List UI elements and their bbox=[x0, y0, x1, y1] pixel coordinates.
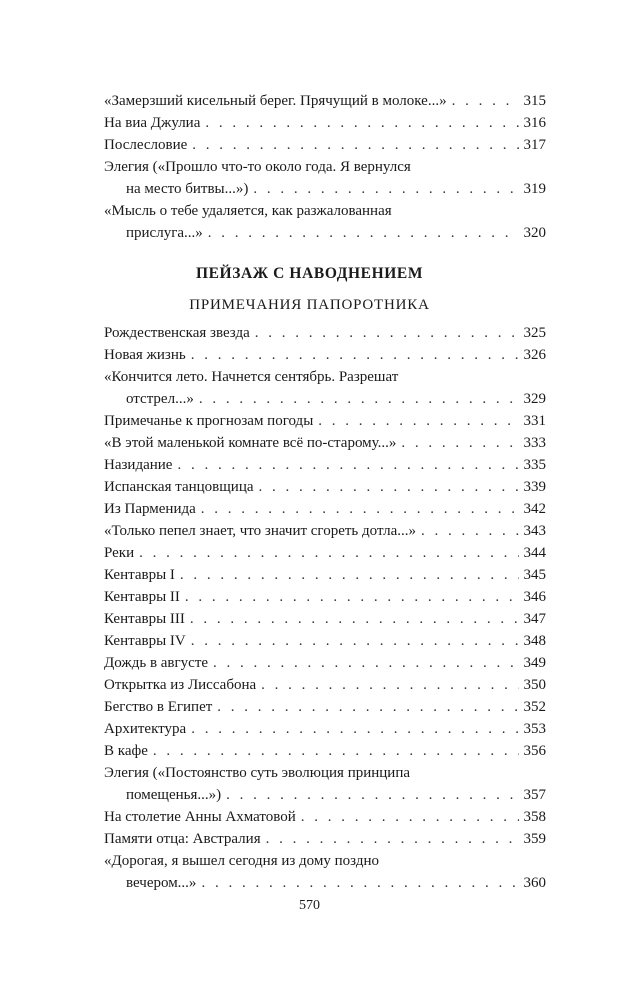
toc-entry-title: на место битвы...») bbox=[126, 181, 249, 197]
dot-leader bbox=[191, 344, 519, 366]
toc-entry bbox=[104, 564, 546, 586]
toc-entry-title: Кентавры I bbox=[104, 567, 175, 583]
toc-entry bbox=[104, 322, 546, 344]
toc-entry-page: 345 bbox=[523, 567, 546, 583]
toc-entry bbox=[104, 718, 546, 740]
toc-entry-line bbox=[104, 454, 546, 476]
toc-entry bbox=[104, 586, 546, 608]
dot-leader bbox=[153, 740, 519, 762]
toc-entry-line bbox=[104, 652, 546, 674]
toc-entry bbox=[104, 520, 546, 542]
dot-leader bbox=[253, 178, 518, 200]
toc-entry-line bbox=[104, 674, 546, 696]
toc-entry bbox=[104, 476, 546, 498]
toc-entry-title: прислуга...» bbox=[126, 225, 203, 241]
toc-entry-line bbox=[104, 410, 546, 432]
dot-leader bbox=[208, 222, 519, 244]
dot-leader bbox=[199, 388, 519, 410]
toc-entry-title: Новая жизнь bbox=[104, 347, 186, 363]
toc-entry bbox=[104, 90, 546, 112]
toc-entry-line bbox=[104, 432, 546, 454]
toc-entry-page: 346 bbox=[523, 589, 546, 605]
toc-entry-page: 326 bbox=[523, 347, 546, 363]
dot-leader bbox=[261, 674, 518, 696]
dot-leader bbox=[180, 564, 519, 586]
dot-leader bbox=[255, 322, 519, 344]
toc-entry-page: 359 bbox=[523, 831, 546, 847]
toc-entry-title-line: «Кончится лето. Начнется сентябрь. Разрешат bbox=[104, 369, 399, 385]
toc-entry-title: Архитектура bbox=[104, 721, 187, 737]
toc-entry bbox=[104, 498, 546, 520]
dot-leader bbox=[177, 454, 518, 476]
toc-entry bbox=[104, 696, 546, 718]
dot-leader bbox=[226, 784, 518, 806]
toc-entry bbox=[104, 366, 546, 410]
toc-entry-page: 356 bbox=[523, 743, 546, 759]
toc-entry-title-line: «Мысль о тебе удаляется, как разжалованная bbox=[104, 203, 392, 219]
toc-entry-line bbox=[104, 344, 546, 366]
toc-entry bbox=[104, 432, 546, 454]
dot-leader bbox=[213, 652, 518, 674]
toc-entry-line bbox=[104, 630, 546, 652]
section-title: ПЕЙЗАЖ С НАВОДНЕНИЕМ bbox=[195, 265, 424, 282]
dot-leader bbox=[301, 806, 519, 828]
toc-entry-line bbox=[104, 564, 546, 586]
toc-entry-page: 339 bbox=[523, 479, 546, 495]
dot-leader bbox=[190, 608, 519, 630]
dot-leader bbox=[318, 410, 518, 432]
toc-entry-title: Кентавры III bbox=[104, 611, 185, 627]
dot-leader bbox=[201, 872, 518, 894]
dot-leader bbox=[452, 90, 519, 112]
toc-entry bbox=[104, 410, 546, 432]
toc-entry-line bbox=[104, 322, 546, 344]
section-subtitle: ПРИМЕЧАНИЯ ПАПОРОТНИКА bbox=[189, 297, 430, 313]
toc-entry bbox=[104, 740, 546, 762]
toc-entry-page: 343 bbox=[523, 523, 546, 539]
toc-entry-line bbox=[104, 134, 546, 156]
toc-list-top bbox=[104, 90, 546, 244]
toc-entry-line bbox=[104, 498, 546, 520]
toc-entry-title: Бегство в Египет bbox=[104, 699, 213, 715]
toc-entry-title: На виа Джулиа bbox=[104, 115, 201, 131]
toc-entry-page: 353 bbox=[523, 721, 546, 737]
toc-entry-page: 360 bbox=[523, 875, 546, 891]
toc-entry bbox=[104, 806, 546, 828]
toc-entry-page: 352 bbox=[523, 699, 546, 715]
toc-entry-title: Испанская танцовщица bbox=[104, 479, 254, 495]
toc-entry-title: Послесловие bbox=[104, 137, 188, 153]
toc-entry-page: 333 bbox=[523, 435, 546, 451]
toc-entry bbox=[104, 762, 546, 806]
toc-entry-line bbox=[104, 222, 546, 244]
toc-entry bbox=[104, 454, 546, 476]
toc-entry-title: Кентавры IV bbox=[104, 633, 186, 649]
toc-entry-page: 329 bbox=[523, 391, 546, 407]
toc-entry-line bbox=[104, 476, 546, 498]
toc-entry-line bbox=[104, 740, 546, 762]
toc-entry-title: Рождественская звезда bbox=[104, 325, 250, 341]
toc-entry-page: 349 bbox=[523, 655, 546, 671]
toc-entry-title: Кентавры II bbox=[104, 589, 180, 605]
toc-entry-line bbox=[104, 872, 546, 894]
toc-entry-line bbox=[104, 388, 546, 410]
toc-entry-line bbox=[104, 178, 546, 200]
toc-entry-page: 315 bbox=[523, 93, 546, 109]
dot-leader bbox=[192, 134, 518, 156]
toc-entry-title-line: Элегия («Постоянство суть эволюция принципа bbox=[104, 765, 411, 781]
toc-entry-page: 342 bbox=[523, 501, 546, 517]
toc-entry-page: 344 bbox=[523, 545, 546, 561]
toc-entry-line bbox=[104, 696, 546, 718]
dot-leader bbox=[191, 718, 518, 740]
toc-entry-page: 335 bbox=[523, 457, 546, 473]
toc-entry bbox=[104, 652, 546, 674]
dot-leader bbox=[259, 476, 519, 498]
toc-entry-page: 331 bbox=[523, 413, 546, 429]
toc-entry-title: Реки bbox=[104, 545, 135, 561]
toc-entry-title: отстрел...» bbox=[126, 391, 194, 407]
toc-entry-page: 320 bbox=[523, 225, 546, 241]
toc-entry-title: «Замерзший кисельный берег. Прячущий в молоке...» bbox=[104, 93, 447, 109]
toc-entry-title: На столетие Анны Ахматовой bbox=[104, 809, 296, 825]
dot-leader bbox=[217, 696, 518, 718]
toc-entry-line bbox=[104, 718, 546, 740]
toc-entry-title: вечером...» bbox=[126, 875, 197, 891]
dot-leader bbox=[139, 542, 518, 564]
toc-entry bbox=[104, 200, 546, 244]
dot-leader bbox=[201, 498, 519, 520]
dot-leader bbox=[421, 520, 518, 542]
toc-entry-line bbox=[104, 586, 546, 608]
toc-entry-title-line: Элегия («Прошло что-то около года. Я вернулся bbox=[104, 159, 411, 175]
toc-entry-title: Дождь в августе bbox=[104, 655, 209, 671]
toc-entry-line bbox=[104, 828, 546, 850]
toc-entry-title: Назидание bbox=[104, 457, 173, 473]
toc-entry-title: В кафе bbox=[104, 743, 148, 759]
toc-entry-page: 316 bbox=[523, 115, 546, 131]
toc-entry-title: Примечанье к прогнозам погоды bbox=[104, 413, 314, 429]
toc-entry bbox=[104, 630, 546, 652]
toc-entry-page: 350 bbox=[523, 677, 546, 693]
toc-entry-title: «Только пепел знает, что значит сгореть дотла...» bbox=[104, 523, 417, 539]
toc-entry bbox=[104, 542, 546, 564]
toc-entry bbox=[104, 608, 546, 630]
dot-leader bbox=[185, 586, 519, 608]
toc-entry-page: 358 bbox=[523, 809, 546, 825]
toc-entry bbox=[104, 344, 546, 366]
toc-entry bbox=[104, 112, 546, 134]
toc-list-section bbox=[104, 322, 546, 894]
dot-leader bbox=[205, 112, 518, 134]
toc-entry bbox=[104, 674, 546, 696]
toc-entry-title-line: «Дорогая, я вышел сегодня из дому поздно bbox=[104, 853, 379, 869]
dot-leader bbox=[401, 432, 518, 454]
toc-entry-line bbox=[104, 608, 546, 630]
toc-entry-line bbox=[104, 520, 546, 542]
toc-entry bbox=[104, 156, 546, 200]
dot-leader bbox=[191, 630, 519, 652]
toc-entry-line bbox=[104, 784, 546, 806]
toc-entry bbox=[104, 850, 546, 894]
toc-entry-page: 325 bbox=[523, 325, 546, 341]
toc-entry-line bbox=[104, 542, 546, 564]
toc-entry-line bbox=[104, 90, 546, 112]
toc-entry-page: 319 bbox=[523, 181, 546, 197]
toc-entry-page: 348 bbox=[523, 633, 546, 649]
toc-entry-line bbox=[104, 806, 546, 828]
toc-entry bbox=[104, 134, 546, 156]
toc-entry bbox=[104, 828, 546, 850]
page-number: 570 bbox=[299, 898, 320, 913]
toc-entry-line bbox=[104, 112, 546, 134]
toc-entry-page: 347 bbox=[523, 611, 546, 627]
toc-entry-title: Из Парменида bbox=[104, 501, 196, 517]
toc-entry-page: 317 bbox=[523, 137, 546, 153]
toc-entry-title: Памяти отца: Австралия bbox=[104, 831, 261, 847]
toc-entry-title: помещенья...») bbox=[126, 787, 222, 803]
toc-entry-title: Открытка из Лиссабона bbox=[104, 677, 257, 693]
toc-entry-title: «В этой маленькой комнате всё по-старому...» bbox=[104, 435, 397, 451]
dot-leader bbox=[266, 828, 519, 850]
toc-entry-page: 357 bbox=[523, 787, 546, 803]
